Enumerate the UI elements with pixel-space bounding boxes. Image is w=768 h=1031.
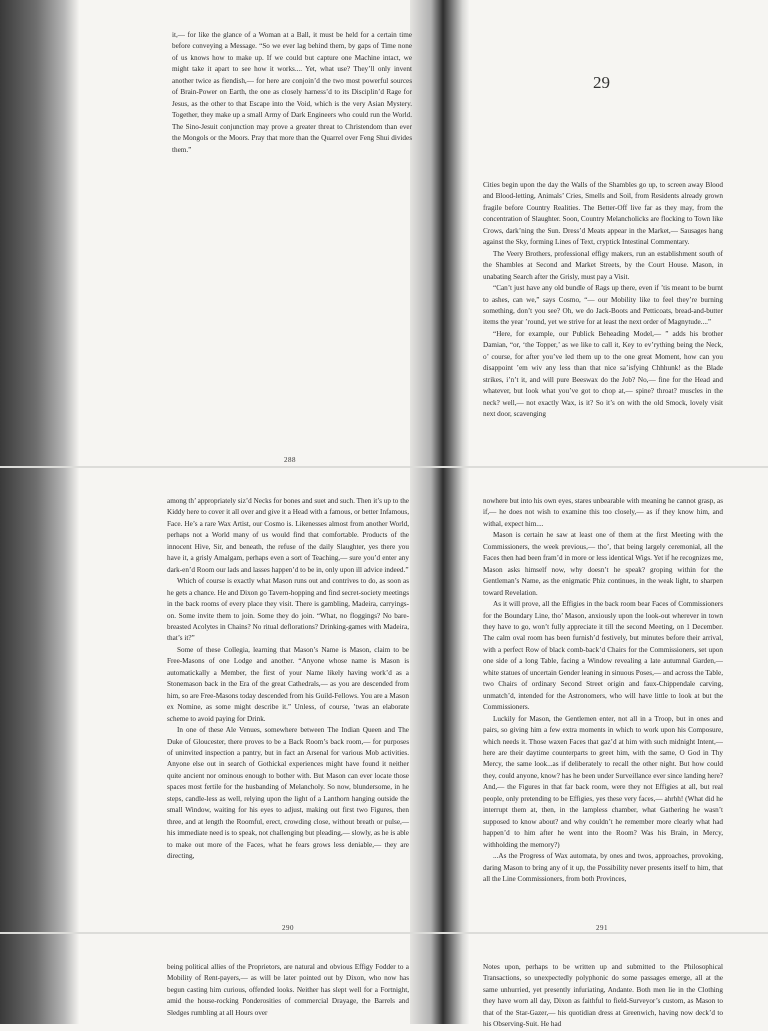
paragraph: Cities begin upon the day the Walls of the Shambles go up, to screen away Blood and Blood-letting, Animals’ Cries, Smells and Soil, from Residents already grown fragile before Country Realities. The Better-Off live far as they may, from the concentration of Slaughter. Soon, Country Melancholicks are flocking to Town like Crows, dark’ning the Sun. Dress’d Meats appear in the Market,— Sausages hang against the Sky, forming Lines of Text, cryptick Intestinal Commentary. — [483, 181, 723, 247]
page-290-body — [167, 496, 409, 863]
page-number-290: 290 — [282, 924, 294, 932]
page-number-288: 288 — [284, 456, 296, 464]
paragraph: among th’ appropriately siz’d Necks for bones and suet and such. Then it’s up to the Kiddy here to cover it all over and give it a Head with a famous, or better Infamous, Face. He’s a rare Wax Artist, our Cosmo is. Likenesses almost from another World, perhaps not a World many of us would find that comfortable. Products of the innocent Hive, Sir, and beneath, the refuse of the daily Slaughter, yes there you have it, a grisly Amalgam, perhaps even a sort of Teaching,— sure you’d enter any dark-en’d Room our lads and lasses happen’d to be in, only upon ill advice indeed.” — [167, 497, 409, 574]
paragraph: it,— for like the glance of a Woman at a Ball, it must be held for a certain time before conveying a Message. “So we ever lag behind them, by gaps of Time none of us knows how to make up. If we could but capture one Machine intact, we might take it apart to see how it works.... Yet, what use? They’ll only invent another twice as fiendish,— for here are conjoin’d the two most powerful sources of Brain-Power on Earth, the one as closely harness’d to its Disciplin’d Rage for Jesus, as the other to that Escape into the Void, which is the very Asian Mystery. Together, they make up a small Army of Dark Engineers who could run the World. The Sino-Jesuit conjunction may prove a greater threat to Christendom than ever the Mongols or the Moors. Pray that more than the Quarrel over Feng Shui divides them.” — [172, 31, 412, 154]
scan-tile-separator — [0, 466, 768, 468]
page-292-body — [167, 962, 409, 1019]
paragraph: Notes upon, perhaps to be written up and submitted to the Philosophical Transactions, so unexpectedly polyphonic do some passages emerge, all at the same unhurried, yet presently infuriating, Andante. Both men lie in the Clothing they have worn all day, Dixon as faithful to field-Surveyor’s custom, as Mason to that of the Star-Gazer,— his quotidian dress at Greenwich, having now deck’d to his Observing-Suit. He had — [483, 963, 723, 1029]
paragraph: ...As the Progress of Wax automata, by ones and twos, approaches, provoking, daring Mason to bring any of it up, the Possibility never presents itself to him, that all the Line Commissioners, from both Provinces, — [483, 852, 723, 883]
scan-tile-separator — [0, 932, 768, 934]
paragraph: Some of these Collegia, learning that Mason’s Name is Mason, claim to be Free-Masons of one Lodge and another. “Anyone whose name is Mason is automatickally a Member, the first of your Name likely having work’d as a Stonemason back in the Era of the great Cathedrals,— as you are descended from him, so are Free-Masons today descended from his Guild-Fellows. You are a Mason ex Nomine, as some might describe it.” Unless, of course, ’twas an elaborate scheme to avoid paying for Drink. — [167, 645, 409, 723]
paragraph: “Here, for example, our Publick Beheading Model,— ” adds his brother Damian, “or, ‘the Topper,’ as we like to call it, Key to ev’rything being the Neck, o’ course, for after you’ve led them up to the one great Moment, how can you disappoint ’em wiv any less than that nice sa’isfying Chhhunk! as the Blade strikes, i’n’t it, and will pure Beeswax do the Job? No,— fine for the Head and whatever, but look what you’ve got to chop at,— spine? throat? muscles in the neck? well,— not exactly Wax, is it? So it’s on with the old Smock, lovely visit next door, scavenging — [483, 329, 723, 419]
book-gutter-shadow — [410, 0, 470, 1024]
paragraph: nowhere but into his own eyes, stares unbearable with meaning he cannot grasp, as if,— he does not wish to examine this too closely,— as if they know him, and withal, expect him.... — [483, 497, 723, 528]
chapter-number: 29 — [593, 73, 610, 92]
page-number-291: 291 — [596, 924, 608, 932]
paragraph: Mason is certain he saw at least one of them at the first Meeting with the Commissioners, the week previous,— tho’, that being largely ceremonial, all the Faces then had been fram’d in more or less identical Wigs. Yet if he recognizes me, Mason asks himself now, why doesn’t he speak? groping within for the Gentleman’s Name, as the enigmatic Phiz continues, in the weak light, to sharpen toward Revelation. — [483, 531, 723, 597]
paragraph: Which of course is exactly what Mason runs out and contrives to do, as soon as he gets a chance. He and Dixon go Tavern-hopping and find secret-society meetings in the back rooms of every place they visit. There is gambling, Madeira, carryings-on. Some invite them to join. Some they do join. “What, no floggings? No bare-breasted Acolytes in Chains? No ritual deflorations? Drinking-games with Madeira, that’s it?” — [167, 577, 409, 643]
paragraph: Luckily for Mason, the Gentlemen enter, not all in a Troop, but in ones and pairs, so giving him a few extra moments in which to work upon his Composure, which needs it. Those waxen Faces that gaz’d at him with such midnight Intent,— here are their daytime counterparts to greet him, with the same, O God in Thy Mercy, the same look...as if deliberately to recall the other night. But how could they, could anyone, know? has he been under Surveillance ever since landing here? And,— the Figures in that far back room, were they not Effigies at all, but real people, only pretending to be Effigies, yes these very faces,— ahrhh! (What did he interrupt them at, then, in the lampless chamber, what Gathering he wasn’t supposed to know about? and why couldn’t he remember more clearly what had happen’d to him after he went into the Room? Was his Brain, in Mercy, withholding the memory?) — [483, 714, 723, 849]
paragraph: The Veery Brothers, professional effigy makers, run an establishment south of the Shambles at Second and Market Streets, by the Court House. Mason, in unabating Search after the Grisly, must pay a Visit. — [483, 249, 723, 281]
page-289-body — [483, 180, 723, 421]
page-293-body — [483, 962, 723, 1031]
page-291-body — [483, 496, 723, 885]
paragraph: As it will prove, all the Effigies in the back room bear Faces of Commissioners for the Boundary Line, tho’ Mason, anxiously upon the look-out wherever in town they have to go, won’t fully appreciate it till the second Meeting, on 1 December. The calm oval room has been furnish’d festively, but minutes before their arrival, with a perfect Row of black comb-back’d Chairs for the Commissioners, set upon one side of a long Table, facing a Window revealing a late autumnal Garden,— white statues of uncertain Gender leaning in sinuous Poses,— and across the Table, two Chairs of ordinary Second Street origin and faux-Chippendale carving, unmatch’d, intended for the Astronomers, who will have little to look at but the Commissioners. — [483, 600, 723, 712]
page-288-body — [172, 30, 412, 156]
book-spine-shadow-left — [0, 0, 80, 1024]
paragraph: being political allies of the Proprietors, are natural and obvious Effigy Fodder to a Mobility of Rent-payers,— as will be later pointed out by Dixon, who now has begun casting him curious, offended looks. Neither has slept well for a Fortnight, amid the house-rocking Ponderosities of commercial Drayage, the Barrels and Sledges rumbling at all Hours over — [167, 963, 409, 1017]
paragraph: “Can’t just have any old bundle of Rags up there, even if ’tis meant to be burnt to ashes, can we,” says Cosmo, “— our Mobility like to feel they’re burning something, don’t you see? Oh, we do Jack-Boots and Petticoats, bread-and-butter items the year ’round, yet we strive for at least the next order of Magnytude....” — [483, 284, 723, 327]
paragraph: In one of these Ale Venues, somewhere between The Indian Queen and The Duke of Gloucester, there proves to be a Back Room’s back room,— for purposes of uninvited inspection a pantry, but in fact an Arsenal for various Mob activities. Anyone else out in search of Gothickal experiences might have found it neither quite ancient nor ominous enough to bother with. But Mason can ever locate those spaces most fertile for the husbanding of Melancholy. So now, blundersome, in he steps, candle-less as well, relying upon the light of a Lanthorn hanging outside the small Window, waiting for his eyes to adjust, making out first two Figures, then three, and at length the Roomful, erect, crowding close, without breath or pulse,— his immediate need is to speak, not challenging but pleading,— slowly, as he is able to make out more of the Faces, what he fears grows less deniable,— they are directing, — [167, 726, 409, 861]
